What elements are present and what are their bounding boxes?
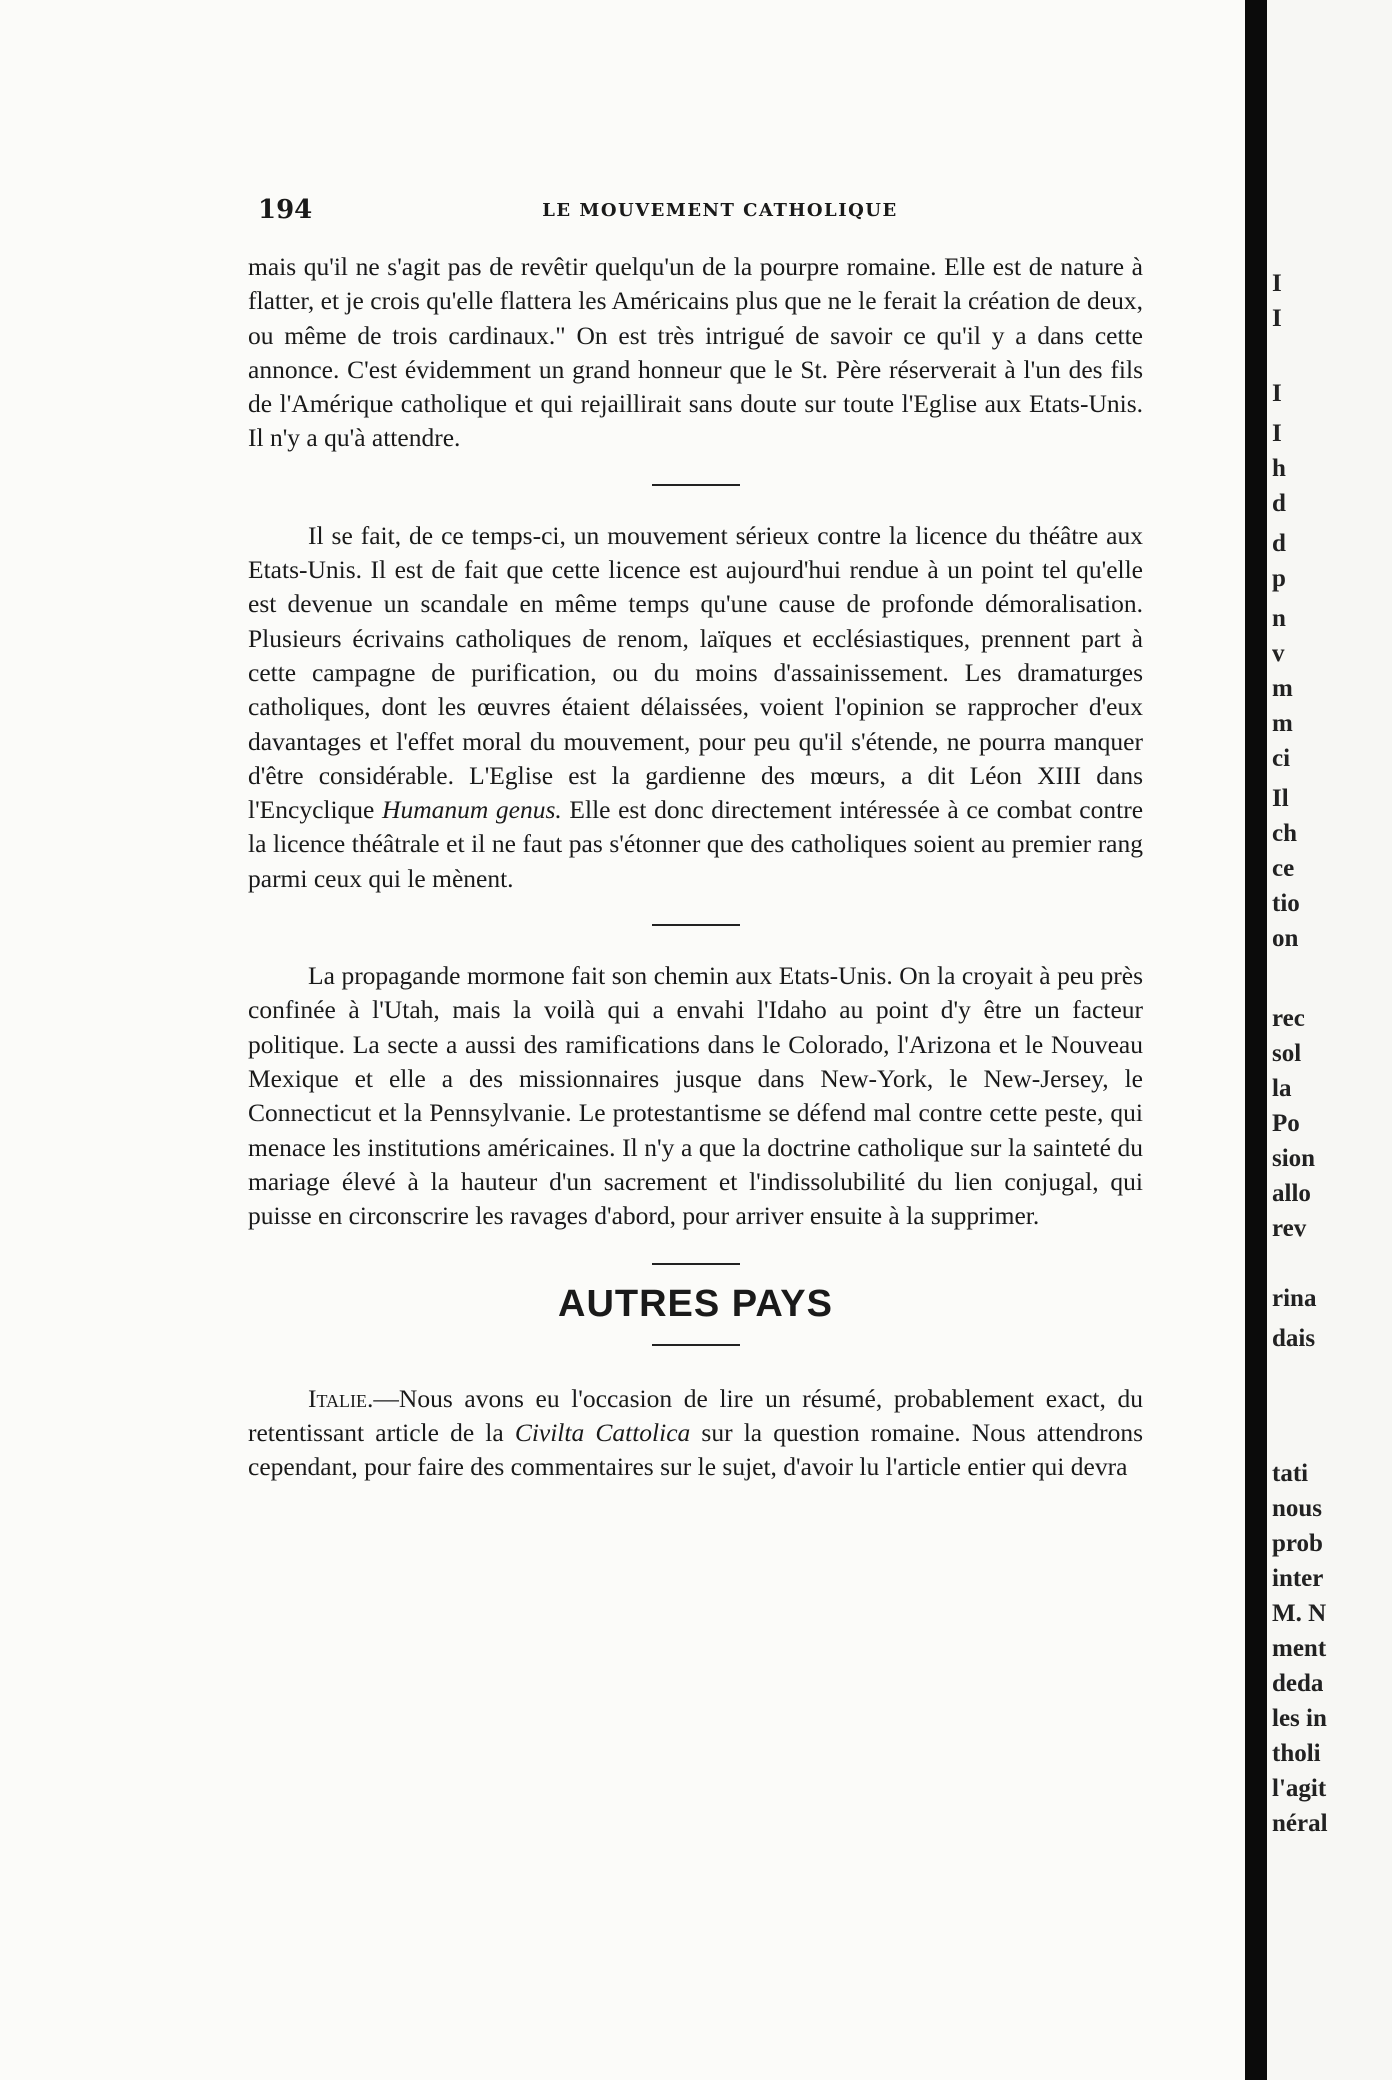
facing-page-fragment: h — [1272, 455, 1286, 482]
facing-page-fragment: tholi — [1272, 1740, 1321, 1767]
heading-rule-top — [652, 1263, 740, 1265]
facing-page-fragment: néral — [1272, 1810, 1328, 1837]
book-gutter — [1245, 0, 1267, 2080]
facing-page-fragment: sion — [1272, 1145, 1316, 1172]
facing-page-fragment: ce — [1272, 855, 1295, 882]
facing-page-fragment: I — [1272, 420, 1282, 447]
facing-page-fragment: Il — [1272, 785, 1289, 812]
paragraph-cardinals: mais qu'il ne s'agit pas de revêtir quelqu'un de la pourpre romaine. Elle est de nature à flatter, et je crois qu'elle flattera les Américains plus que ne le ferait la création de deux, ou même de trois cardinaux." On est très intrigué de savoir ce qu'il y a dans cette annonce. C'est évidemment un grand honneur que le St. Père réserverait à l'un des fils de l'Amérique catholique et qui rejaillirait sans doute sur toute l'Eglise aux Etats-Unis. Il n'y a qu'à attendre. — [248, 252, 1143, 453]
facing-page-fragment: prob — [1272, 1530, 1323, 1557]
encyclical-title: Humanum genus. — [382, 795, 562, 825]
facing-page-fragment: deda — [1272, 1670, 1324, 1697]
facing-page-fragment: nous — [1272, 1495, 1323, 1522]
facing-page-fragment: tio — [1272, 890, 1300, 917]
facing-page-fragment: I — [1272, 380, 1282, 407]
facing-page-fragment: on — [1272, 925, 1299, 952]
paragraph-theatre — [248, 519, 1143, 896]
facing-page-fragment: I — [1272, 270, 1282, 297]
facing-page-fragment: M. N — [1272, 1600, 1327, 1627]
section-divider — [652, 484, 740, 486]
facing-page-fragment: rec — [1272, 1005, 1305, 1032]
paragraph-italie — [248, 1382, 1143, 1485]
facing-page-fragment: ch — [1272, 820, 1297, 847]
facing-page-fragment: d — [1272, 490, 1286, 517]
section-heading: AUTRES PAYS — [558, 1283, 833, 1326]
paragraph-mormon: La propagande mormone fait son chemin aux Etats-Unis. On la croyait à peu près confinée à l'Utah, mais la voilà qui a envahi l'Idaho au point d'y être un facteur politique. La secte a aussi des ramifications dans le Colorado, l'Arizona et le Nouveau Mexique et elle a des missionnaires jusque dans New-York, le New-Jersey, le Connecticut et la Pennsylvanie. Le protestantisme se défend mal contre cette peste, qui menace les institutions américaines. Il n'y a que la doctrine catholique sur la sainteté du mariage élevé à la hauteur d'un sacrement et l'indissolubilité du lien conjugal, qui puisse en circonscrire les ravages d'abord, pour arriver ensuite à la supprimer. — [248, 961, 1143, 1231]
facing-page-fragment: inter — [1272, 1565, 1324, 1592]
facing-page-fragment: n — [1272, 605, 1286, 632]
facing-page-fragment: sol — [1272, 1040, 1302, 1067]
section-divider — [652, 924, 740, 926]
facing-page-fragment: Po — [1272, 1110, 1300, 1137]
paragraph-theatre-text: Il se fait, de ce temps-ci, un mouvement sérieux contre la licence du théâtre aux Etats-Unis. Il est de fait que cette licence est aujourd'hui rendue à un point tel qu'elle est devenue un scandale en même temps qu'une cause de profonde démoralisation. Plusieurs écrivains catholiques de renom, laïques et ecclésiastiques, prennent part à cette campagne de purification, ou du moins d'assainissement. Les dramaturges catholiques, dont les œuvres étaient délaissées, voient l'opinion se rapprocher d'eux davantages et l'effet moral du mouvement, pour peu qu'il s'étende, ne pourra manquer d'être considérable. L'Eglise est la gardienne des mœurs, a dit Léon XIII dans l'Encyclique — [248, 520, 1143, 825]
paragraph-theatre-continuation: Elle est donc directement intéressée à ce combat contre la licence théâtrale et il ne faut pas s'étonner que des catholiques soient au premier rang parmi ceux qui le mènent. — [248, 795, 1144, 893]
facing-page-fragment: ci — [1272, 745, 1291, 772]
facing-page-fragment: I — [1272, 305, 1282, 332]
facing-page-fragment: d — [1272, 530, 1286, 557]
facing-page-fragment: l'agit — [1272, 1775, 1327, 1802]
facing-page-fragment: p — [1272, 565, 1286, 592]
facing-page-fragment: les in — [1272, 1705, 1327, 1732]
facing-page-fragment: v — [1272, 640, 1285, 667]
facing-page-fragment: ment — [1272, 1635, 1327, 1662]
journal-title: Civilta Cattolica — [514, 1418, 691, 1448]
heading-rule-bottom — [652, 1344, 740, 1346]
facing-page-fragment: m — [1272, 710, 1293, 737]
running-title: LE MOUVEMENT CATHOLIQUE — [542, 200, 898, 221]
subsection-label: Italie. — [308, 1383, 374, 1413]
facing-page-fragment: la — [1272, 1075, 1292, 1102]
page-number: 194 — [258, 195, 313, 225]
facing-page-fragment: rina — [1272, 1285, 1317, 1312]
facing-page-fragment: rev — [1272, 1215, 1307, 1242]
paragraph-italie-text: —Nous avons eu l'occasion de lire un résumé, probablement exact, du retentissant article de la — [248, 1383, 1143, 1448]
facing-page-fragment: allo — [1272, 1180, 1311, 1207]
page-body — [248, 250, 1143, 1485]
facing-page-fragment: m — [1272, 675, 1293, 702]
facing-page-fragment: tati — [1272, 1460, 1309, 1487]
facing-page-fragment: dais — [1272, 1325, 1316, 1352]
paragraph-italie-continuation: sur la question romaine. Nous attendrons cependant, pour faire des commentaires sur le sujet, d'avoir lu l'article entier qui devra — [248, 1418, 1143, 1482]
page-header — [240, 190, 1140, 230]
